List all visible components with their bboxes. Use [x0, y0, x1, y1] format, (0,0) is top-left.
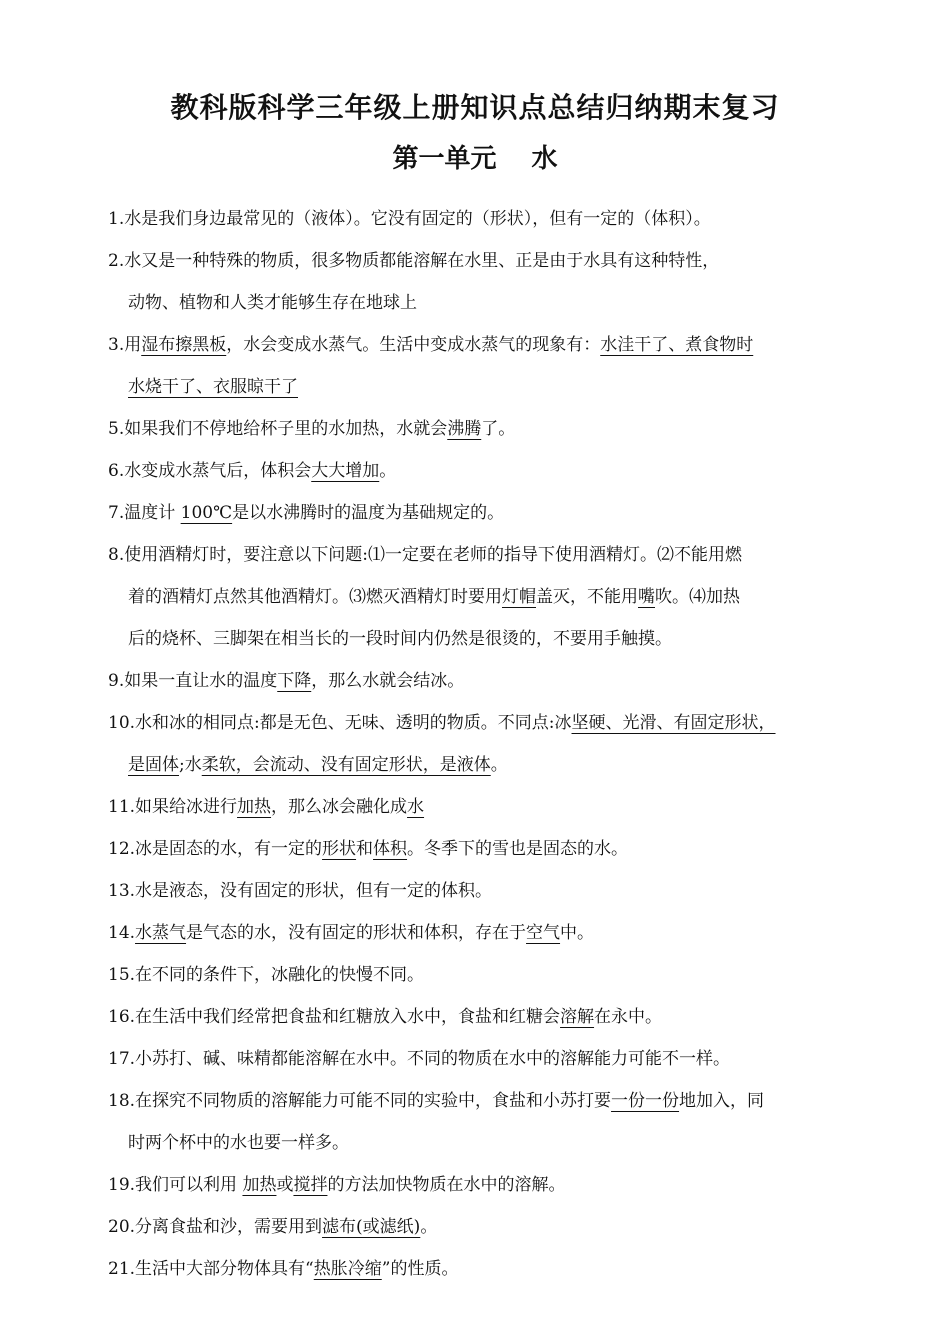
text-segment: 在不同的条件下，冰融化的快慢不同。 — [135, 965, 425, 985]
list-item — [108, 828, 848, 870]
list-item — [108, 912, 848, 954]
text-segment: ”的性质。 — [381, 1259, 459, 1279]
list-item — [108, 702, 848, 744]
item-number: 17. — [108, 1049, 136, 1069]
answer-blank: 湿布擦黑板 — [141, 335, 227, 355]
answer-blank: 灯帽 — [502, 587, 536, 607]
list-item-continuation — [108, 576, 848, 618]
list-item-continuation — [108, 744, 848, 786]
item-text — [135, 912, 848, 954]
item-text — [124, 660, 848, 702]
answer-blank: 100℃ — [180, 503, 233, 523]
item-number: 19. — [108, 1175, 136, 1195]
item-number: 16. — [108, 1007, 136, 1027]
answer-blank: 水 — [407, 797, 425, 817]
item-text — [135, 1248, 848, 1290]
item-number: 21. — [108, 1259, 136, 1279]
list-item — [108, 870, 848, 912]
text-segment: 生活中大部分物体具有“ — [135, 1259, 314, 1279]
item-text — [135, 828, 848, 870]
text-segment: 如果给冰进行 — [135, 797, 238, 817]
answer-blank: 空气 — [526, 923, 561, 943]
text-segment: ，那么冰会融化成 — [271, 797, 408, 817]
answer-blank: 水烧干了、衣服晾干了 — [128, 377, 298, 397]
item-text — [135, 996, 848, 1038]
text-segment: ，那么水就会结冰。 — [311, 671, 465, 691]
answer-blank: 水洼干了、煮食物时 — [600, 335, 754, 355]
text-segment: 是气态的水，没有固定的形状和体积，存在于 — [186, 923, 527, 943]
list-item — [108, 1038, 848, 1080]
item-text — [135, 702, 848, 744]
answer-blank: 水蒸气 — [135, 923, 187, 943]
item-number: 8. — [108, 545, 125, 565]
answer-blank: 搅拌 — [293, 1175, 328, 1195]
item-number: 5. — [108, 419, 125, 439]
text-segment: 。 — [420, 1217, 438, 1237]
list-item — [108, 1206, 848, 1248]
answer-blank: 坚硬、光滑、有固定形状， — [571, 713, 776, 733]
item-number: 11. — [108, 797, 136, 817]
text-segment: 和 — [356, 839, 374, 859]
text-segment: ，水会变成水蒸气。生活中变成水蒸气的现象有： — [226, 335, 601, 355]
knowledge-list — [108, 198, 848, 1290]
text-segment: 。 — [379, 461, 397, 481]
item-text — [135, 786, 848, 828]
text-segment: 吹。⑷加热 — [655, 587, 740, 607]
text-segment: 如果我们不停地给杯子里的水加热，水就会 — [124, 419, 448, 439]
item-text — [108, 618, 848, 660]
item-number: 13. — [108, 881, 136, 901]
text-segment: 在永中。 — [594, 1007, 663, 1027]
item-text — [124, 240, 848, 282]
item-number: 9. — [108, 671, 125, 691]
item-number: 1. — [108, 209, 125, 229]
text-segment: 我们可以利用 — [135, 1175, 243, 1195]
item-text — [124, 408, 848, 450]
item-number: 12. — [108, 839, 136, 859]
item-text — [108, 744, 848, 786]
text-segment: 在探究不同物质的溶解能力可能不同的实验中，食盐和小苏打要 — [135, 1091, 612, 1111]
text-segment: 在生活中我们经常把食盐和红糖放入水中，食盐和红糖会 — [135, 1007, 561, 1027]
list-item — [108, 996, 848, 1038]
item-number: 3. — [108, 335, 125, 355]
answer-blank: 溶解 — [560, 1007, 595, 1027]
text-segment: 如果一直让水的温度 — [124, 671, 278, 691]
text-segment: 水变成水蒸气后，体积会 — [124, 461, 312, 481]
answer-blank: 一份一份 — [611, 1091, 680, 1111]
item-text — [108, 576, 848, 618]
item-text — [135, 1038, 848, 1080]
item-text — [124, 492, 848, 534]
list-item — [108, 954, 848, 996]
text-segment: 分离食盐和沙，需要用到 — [135, 1217, 323, 1237]
list-item — [108, 1164, 848, 1206]
item-text — [135, 1206, 848, 1248]
item-number: 20. — [108, 1217, 136, 1237]
answer-blank: 沸腾 — [447, 419, 482, 439]
item-text — [108, 366, 848, 408]
item-text — [124, 450, 848, 492]
list-item — [108, 786, 848, 828]
text-segment: 用 — [124, 335, 142, 355]
item-number: 7. — [108, 503, 125, 523]
list-item — [108, 450, 848, 492]
item-text — [124, 534, 848, 576]
answer-blank: 嘴 — [638, 587, 655, 607]
text-segment: 水又是一种特殊的物质，很多物质都能溶解在水里、正是由于水具有这种特性， — [124, 251, 720, 271]
answer-blank: 下降 — [277, 671, 312, 691]
text-segment: 了。 — [481, 419, 516, 439]
text-segment: 水是液态，没有固定的形状，但有一定的体积。 — [135, 881, 493, 901]
text-segment: 时两个杯中的水也要一样多。 — [128, 1133, 349, 1153]
text-segment: 或 — [276, 1175, 294, 1195]
answer-blank: 是固体 — [128, 755, 179, 775]
text-segment: 。 — [490, 755, 508, 775]
item-number: 10. — [108, 713, 136, 733]
item-text — [108, 282, 848, 324]
text-segment: 着的酒精灯点然其他酒精灯。⑶燃灭酒精灯时要用 — [128, 587, 502, 607]
answer-blank: 加热 — [242, 1175, 277, 1195]
answer-blank: 滤布(或滤纸) — [322, 1217, 421, 1237]
item-text — [135, 870, 848, 912]
text-segment: 盖灭，不能用 — [536, 587, 638, 607]
list-item-continuation — [108, 282, 848, 324]
answer-blank: 形状 — [322, 839, 357, 859]
text-segment: 水是我们身边最常见的（液体）。它没有固定的（形状），但有一定的（体积）。 — [124, 209, 711, 229]
answer-blank: 体积 — [373, 839, 408, 859]
list-item — [108, 492, 848, 534]
item-number: 6. — [108, 461, 125, 481]
answer-blank: 加热 — [237, 797, 272, 817]
answer-blank: 柔软，会流动、没有固定形状，是液体 — [201, 755, 491, 775]
text-segment: 地加入，同 — [679, 1091, 765, 1111]
text-segment: 水和冰的相同点:都是无色、无味、透明的物质。不同点:冰 — [135, 713, 572, 733]
answer-blank: 大大增加 — [311, 461, 380, 481]
text-segment: 使用酒精灯时，要注意以下问题:⑴一定要在老师的指导下使用酒精灯。⑵不能用燃 — [124, 545, 742, 565]
text-segment: 冰是固态的水，有一定的 — [135, 839, 323, 859]
list-item — [108, 1248, 848, 1290]
item-text — [124, 324, 848, 366]
item-text — [108, 1122, 848, 1164]
text-segment: 。冬季下的雪也是固态的水。 — [407, 839, 629, 859]
text-segment: 的方法加快物质在水中的溶解。 — [327, 1175, 566, 1195]
list-item — [108, 534, 848, 576]
list-item — [108, 324, 848, 366]
text-segment: 小苏打、碱、味精都能溶解在水中。不同的物质在水中的溶解能力可能不一样。 — [135, 1049, 731, 1069]
item-text — [135, 954, 848, 996]
list-item — [108, 240, 848, 282]
list-item-continuation — [108, 366, 848, 408]
list-item-continuation — [108, 618, 848, 660]
item-number: 2. — [108, 251, 125, 271]
text-segment: 中。 — [560, 923, 595, 943]
item-text — [135, 1164, 848, 1206]
text-segment: 后的烧杯、三脚架在相当长的一段时间内仍然是很烫的，不要用手触摸。 — [128, 629, 672, 649]
answer-blank: 热胀冷缩 — [313, 1259, 382, 1279]
text-segment: 动物、植物和人类才能够生存在地球上 — [128, 293, 417, 313]
item-text — [135, 1080, 848, 1122]
text-segment: 温度计 — [124, 503, 181, 523]
list-item — [108, 408, 848, 450]
list-item — [108, 198, 848, 240]
unit-heading: 第一单元 水 — [392, 144, 558, 174]
text-segment: 是以水沸腾时的温度为基础规定的。 — [232, 503, 505, 523]
item-number: 15. — [108, 965, 136, 985]
document-title: 教科版科学三年级上册知识点总结归纳期末复习 — [170, 91, 780, 124]
text-segment: ;水 — [179, 755, 202, 775]
list-item — [108, 1080, 848, 1122]
list-item — [108, 660, 848, 702]
list-item-continuation — [108, 1122, 848, 1164]
item-text — [124, 198, 848, 240]
item-number: 18. — [108, 1091, 136, 1111]
item-number: 14. — [108, 923, 136, 943]
